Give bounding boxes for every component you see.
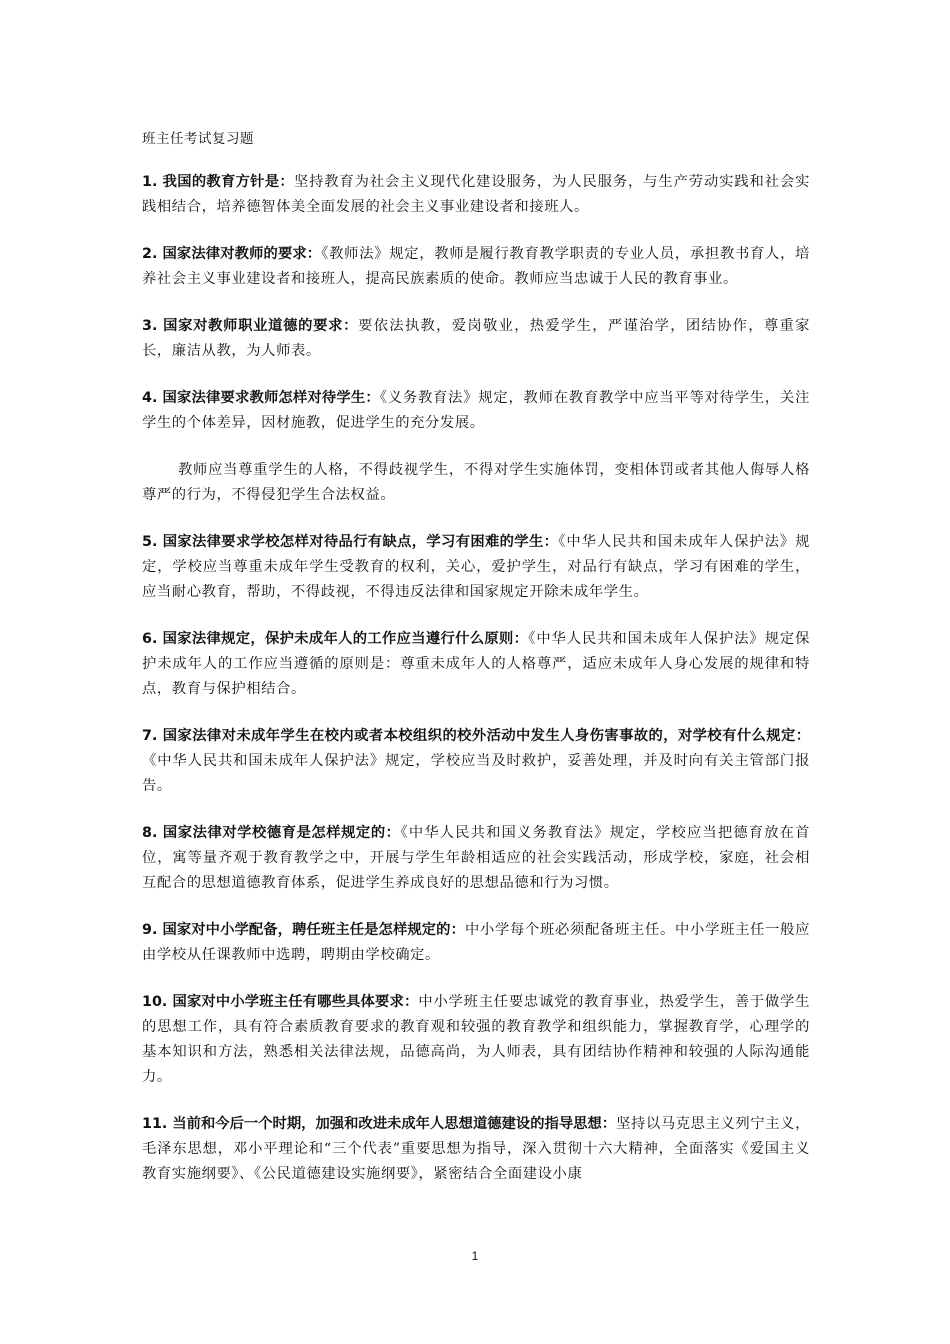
qa-item	[142, 242, 810, 292]
answer: 中小学班主任要忠诚党的教育事业，热爱学生，善于做学生的思想工作，具有符合素质教育要求的教育观和较强的教育教学和组织能力，掌握教育学，心理学的基本知识和方法，熟悉相关法律法规，品德高尚，为人师表，具有团结协作精神和较强的人际沟通能力。	[142, 994, 810, 1085]
qa-item	[142, 724, 810, 799]
answer: 《中华人民共和国义务教育法》规定，学校应当把德育放在首位，寓等量齐观于教育教学之中，开展与学生年龄相适应的社会实践活动，形成学校，家庭，社会相互配合的思想道德教育体系，促进学生养成良好的思想品德和行为习惯。	[142, 825, 811, 891]
question: 4. 国家法律要求教师怎样对待学生：	[142, 390, 380, 406]
answer: 坚持教育为社会主义现代化建设服务，为人民服务，与生产劳动实践和社会实践相结合，培养德智体美全面发展的社会主义事业建设者和接班人。	[142, 174, 810, 215]
qa-continuation	[142, 458, 810, 508]
document-title: 班主任考试复习题	[142, 131, 254, 147]
question: 7. 国家法律对未成年学生在校内或者本校组织的校外活动中发生人身伤害事故的，对学校有什么规定：	[142, 728, 810, 744]
question: 2. 国家法律对教师的要求：	[142, 246, 322, 262]
answer: 中小学每个班必须配备班主任。中小学班主任一般应由学校从任课教师中选聘，聘期由学校确定。	[142, 922, 810, 963]
qa-item	[142, 314, 810, 364]
answer: 坚持以马克思主义列宁主义，毛泽东思想，邓小平理论和“三个代表”重要思想为指导，深入贯彻十六大精神，全面落实《爱国主义教育实施纲要》、《公民道德建设实施纲要》，紧密结合全面建设小康	[142, 1116, 810, 1182]
answer: 《中华人民共和国未成年人保护法》规定，学校应当尊重未成年学生受教育的权利，关心，爱护学生，对品行有缺点，学习有困难的学生，应当耐心教育，帮助，不得歧视，不得违反法律和国家规定开除未成年学生。	[142, 534, 810, 600]
question: 10. 国家对中小学班主任有哪些具体要求：	[142, 994, 419, 1010]
answer: 《教师法》规定，教师是履行教育教学职责的专业人员，承担教书育人，培养社会主义事业建设者和接班人，提高民族素质的使命。教师应当忠诚于人民的教育事业。	[142, 246, 810, 287]
qa-item	[142, 918, 810, 968]
question: 3. 国家对教师职业道德的要求：	[142, 318, 359, 334]
answer: 要依法执教，爱岗敬业，热爱学生，严谨治学，团结协作，尊重家长，廉洁从教，为人师表。	[142, 318, 810, 359]
question: 11. 当前和今后一个时期，加强和改进未成年人思想道德建设的指导思想：	[142, 1116, 617, 1132]
page-number: 1	[471, 1249, 479, 1263]
question: 1. 我国的教育方针是：	[142, 174, 294, 190]
qa-item	[142, 170, 810, 220]
question: 9. 国家对中小学配备，聘任班主任是怎样规定的：	[142, 922, 465, 938]
qa-item	[142, 1112, 810, 1187]
qa-item	[142, 821, 810, 896]
qa-item	[142, 386, 810, 436]
question: 6. 国家法律规定，保护未成年人的工作应当遵行什么原则：	[142, 631, 529, 647]
answer: 《义务教育法》规定，教师在教育教学中应当平等对待学生，关注学生的个体差异，因材施教，促进学生的充分发展。	[142, 390, 810, 431]
answer: 《中华人民共和国未成年人保护法》规定，学校应当及时救护，妥善处理，并及时向有关主管部门报告。	[142, 753, 810, 794]
answer: 《中华人民共和国未成年人保护法》规定保护未成年人的工作应当遵循的原则是：尊重未成年人的人格尊严，适应未成年人身心发展的规律和特点，教育与保护相结合。	[142, 631, 810, 697]
qa-item	[142, 627, 810, 702]
question: 5. 国家法律要求学校怎样对待品行有缺点，学习有困难的学生：	[142, 534, 559, 550]
question: 8. 国家法律对学校德育是怎样规定的：	[142, 825, 401, 841]
qa-item	[142, 530, 810, 605]
answer: 教师应当尊重学生的人格，不得歧视学生，不得对学生实施体罚，变相体罚或者其他人侮辱人格尊严的行为，不得侵犯学生合法权益。	[142, 462, 810, 503]
document-body	[142, 170, 810, 1209]
qa-item	[142, 990, 810, 1090]
